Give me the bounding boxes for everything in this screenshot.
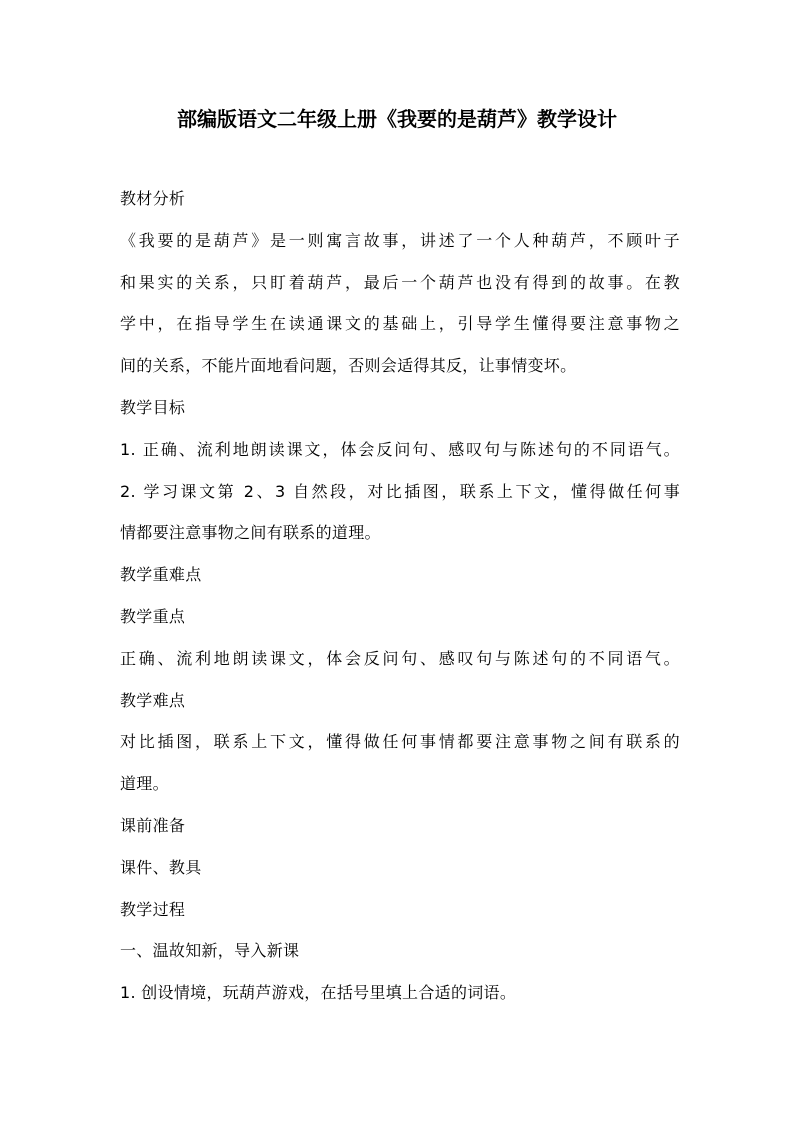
text-line: 正确、流利地朗读课文，体会反问句、感叹句与陈述句的不同语气。	[120, 648, 680, 668]
document-body	[120, 178, 680, 1014]
text-line: 一、温故知新，导入新课	[120, 941, 300, 961]
text-line: 1. 创设情境，玩葫芦游戏，在括号里填上合适的词语。	[120, 983, 517, 1003]
text-line: 教学重点	[120, 606, 186, 626]
page-title: 部编版语文二年级上册《我要的是葫芦》教学设计	[177, 107, 617, 131]
text-line: 情都要注意事物之间有联系的道理。	[120, 523, 381, 543]
text-line: 和果实的关系，只盯着葫芦，最后一个葫芦也没有得到的故事。在教	[120, 272, 680, 292]
text-line: 教学重难点	[120, 565, 202, 585]
text-line: 《我要的是葫芦》是一则寓言故事，讲述了一个人种葫芦，不顾叶子	[120, 230, 680, 250]
text-line: 学中，在指导学生在读通课文的基础上，引导学生懂得要注意事物之	[120, 314, 680, 334]
text-line: 教学过程	[120, 899, 186, 919]
text-line: 教学目标	[120, 397, 186, 417]
text-line: 道理。	[120, 774, 169, 794]
text-line: 课件、教具	[120, 857, 202, 877]
text-line: 教学难点	[120, 690, 186, 710]
text-line: 2. 学习课文第 2、3 自然段，对比插图，联系上下文，懂得做任何事	[120, 481, 680, 501]
text-line: 1. 正确、流利地朗读课文，体会反问句、感叹句与陈述句的不同语气。	[120, 439, 680, 459]
text-line: 课前准备	[120, 815, 186, 835]
text-line: 教材分析	[120, 189, 186, 208]
text-line: 间的关系，不能片面地看问题，否则会适得其反，让事情变坏。	[120, 356, 577, 376]
text-line: 对比插图，联系上下文，懂得做任何事情都要注意事物之间有联系的	[120, 732, 680, 752]
